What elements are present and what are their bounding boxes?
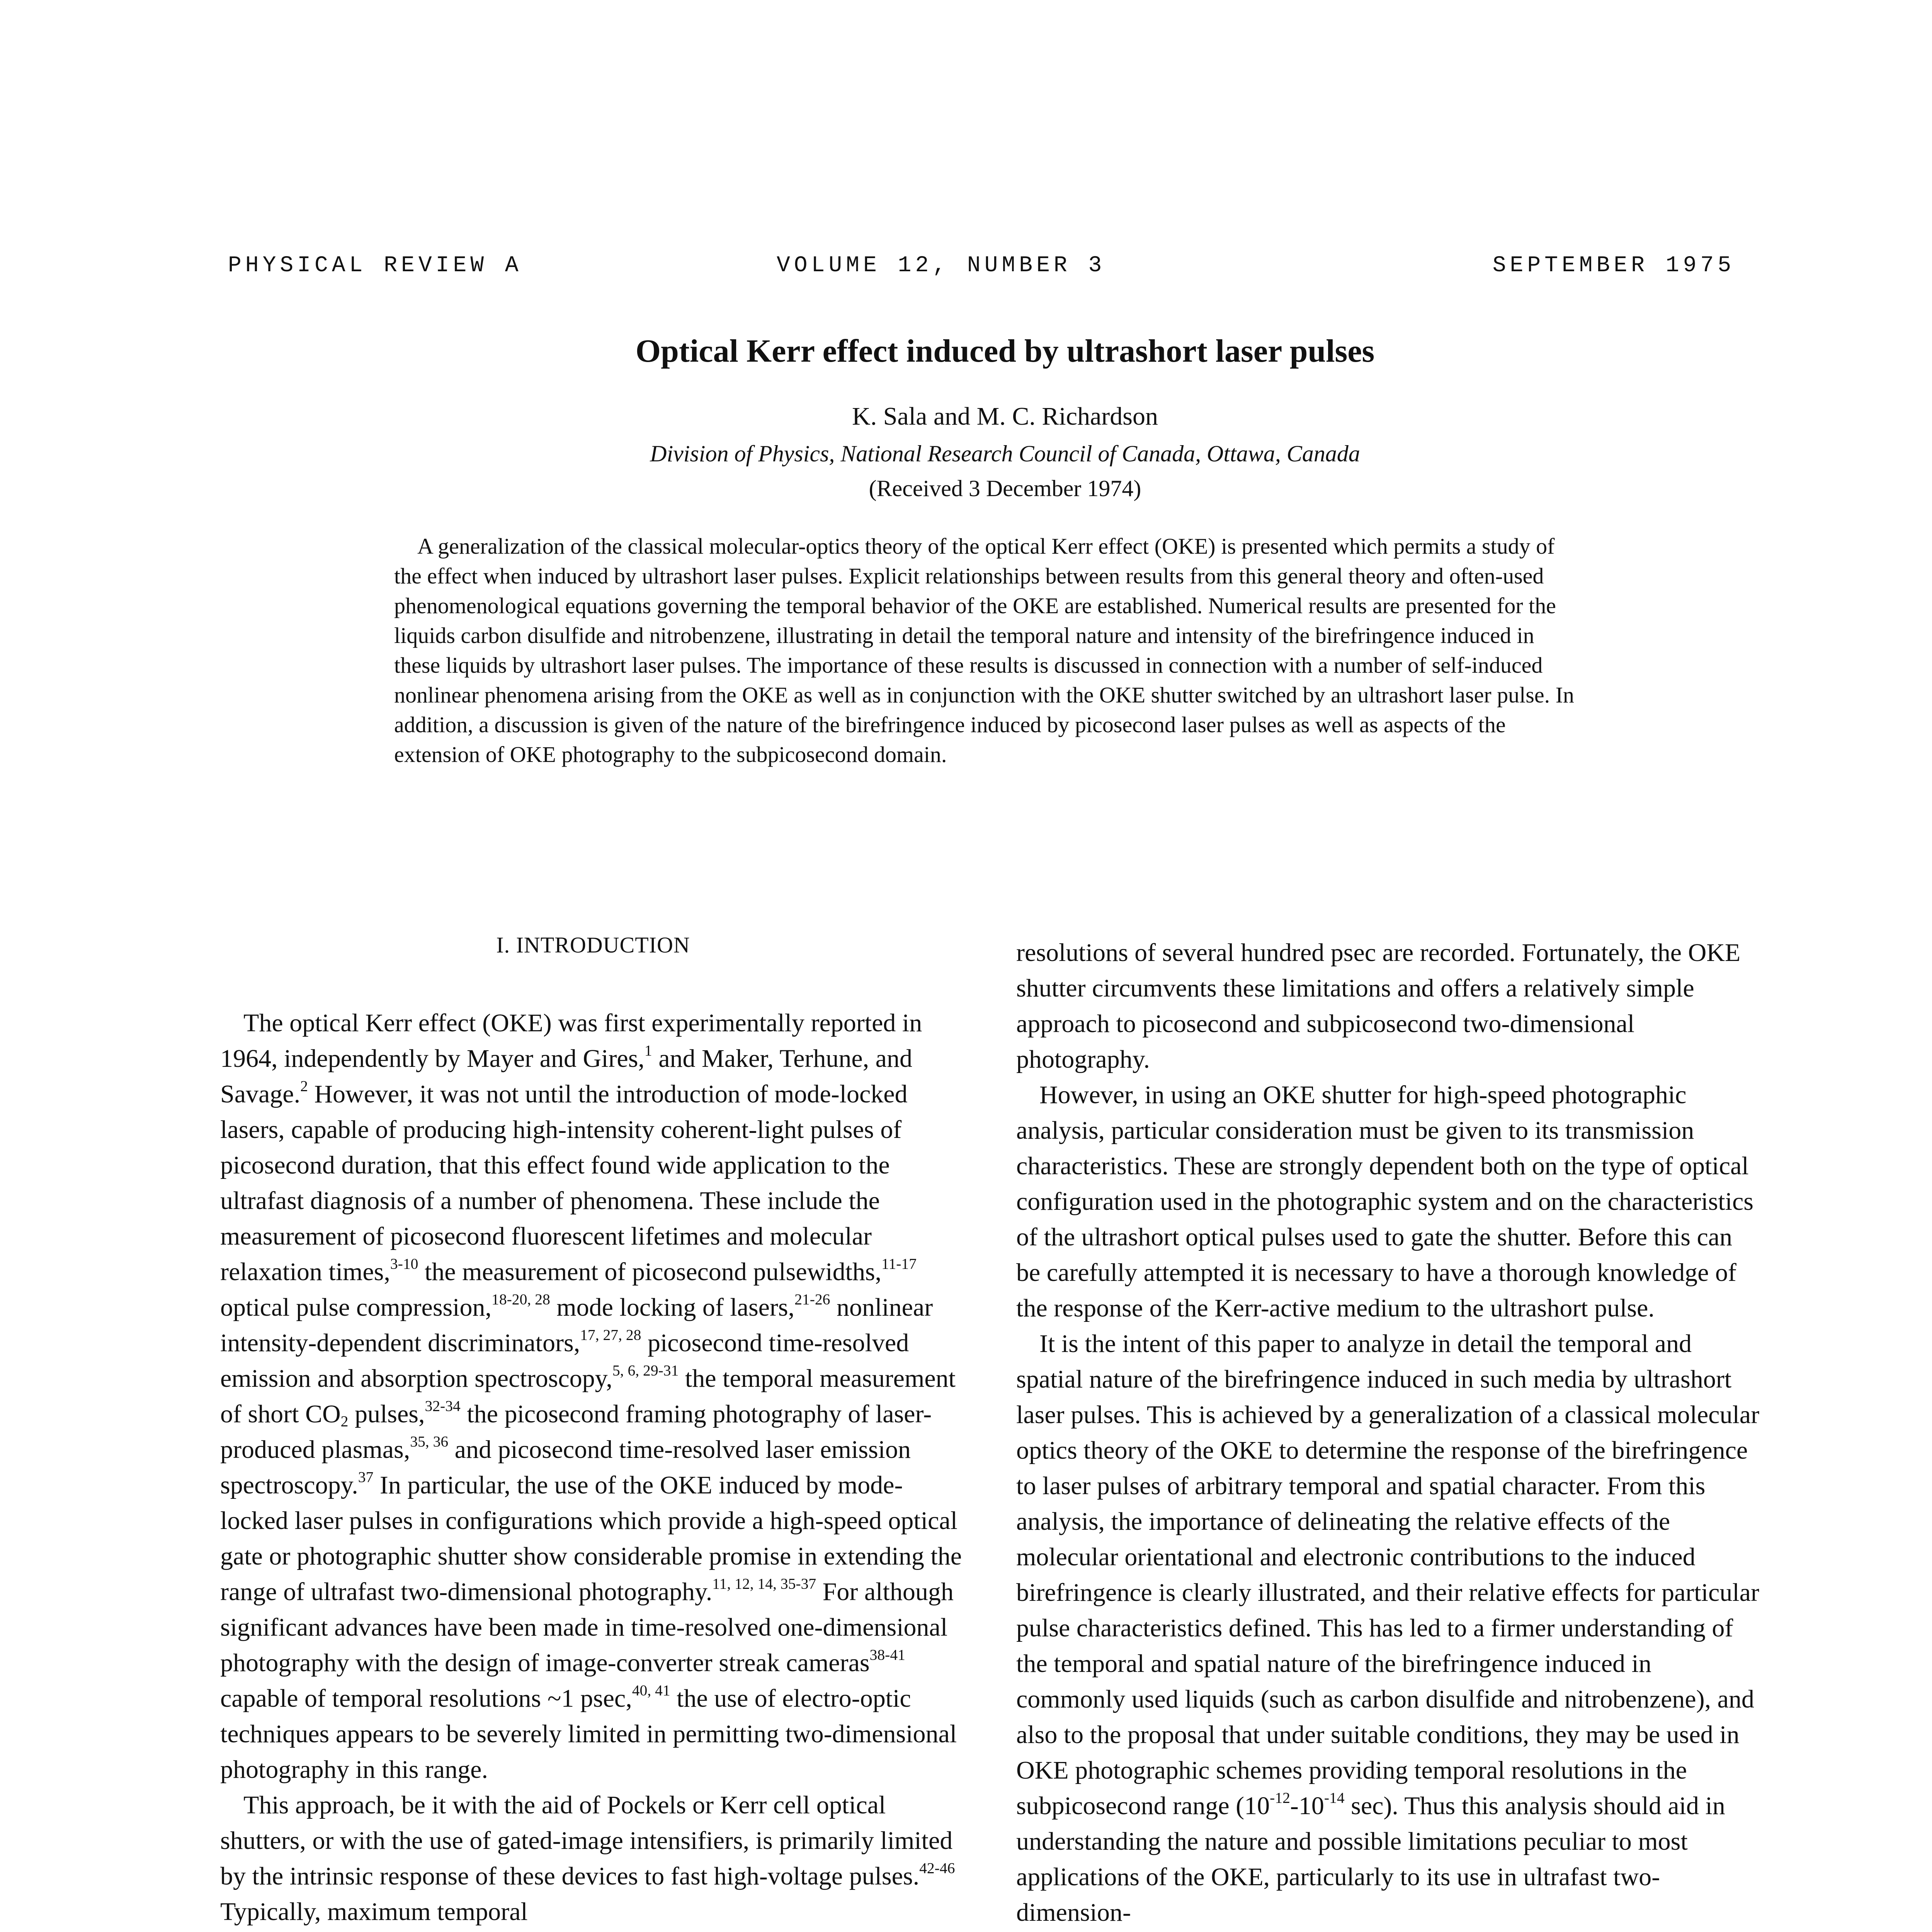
received-date: (Received 3 December 1974)	[869, 476, 1141, 501]
text-run: Typically, maximum temporal	[220, 1898, 528, 1926]
affiliation: Division of Physics, National Research Council of Canada, Ottawa, Canada	[650, 441, 1360, 466]
text-run: It is the intent of this paper to analyze in detail the temporal and spatial nature of the birefringence induced in such media by ultrashort laser pulses. This is achieved by a generalization of a classical molecular optics theory of the OKE to determine the response of the birefringence to laser pulses of arbitrary temporal and spatial character. From this analysis, the importance of delineating the relative effects of the molecular orientational and electronic contributions to the induced birefringence is clearly illustrated, and their relative effects for particular pulse characteristics defined. This has led to a firmer understanding of the temporal and spatial nature of the birefringence induced in commonly used liquids (such as carbon disulfide and nitrobenzene), and also to the proposal that under suitable conditions, they may be used in OKE photographic schemes providing temporal resolutions in the subpicosecond range (10	[1016, 1330, 1760, 1820]
citation-superscript: 11, 12, 14, 35-37	[712, 1575, 816, 1592]
volume-issue: VOLUME 12, NUMBER 3	[777, 253, 1106, 278]
section-heading: I. INTRODUCTION	[496, 932, 690, 957]
text-run: For although significant advances have been made in time-resolved one-dimensional photography with the design of image-converter streak cameras	[220, 1578, 954, 1677]
journal-name: PHYSICAL REVIEW A	[228, 253, 522, 278]
text-run: In particular, the use of the OKE induced by mode-locked laser pulses in configurations which provide a high-speed optical gate or photographic shutter show considerable promise in extending the range of ultrafast two-dimensional photography.	[220, 1471, 962, 1606]
authors: K. Sala and M. C. Richardson	[852, 402, 1158, 430]
citation-superscript: 1	[644, 1042, 652, 1059]
text-run: This approach, be it with the aid of Pockels or Kerr cell optical shutters, or with the use of gated-image intensifiers, is primarily limited by the intrinsic response of these devices to fast high-voltage pulses.	[220, 1791, 953, 1890]
abstract	[394, 531, 1577, 769]
text-run: the measurement of picosecond pulsewidths,	[418, 1258, 882, 1286]
text-run: the picosecond framing photography of laser-produced plasmas,	[220, 1400, 932, 1464]
text-run: resolutions of several hundred psec are recorded. Fortunately, the OKE shutter circumvents these limitations and offers a relatively simple approach to picosecond and subpicosecond two-dimensional photography.	[1016, 939, 1741, 1073]
citation-superscript: 18-20, 28	[492, 1291, 550, 1308]
citation-superscript: 42-46	[919, 1859, 955, 1877]
text-run: nonlinear intensity-dependent discriminators,	[220, 1293, 933, 1357]
paragraph-3: However, in using an OKE shutter for high-speed photographic analysis, particular consideration must be given to its transmission characteristics. These are strongly dependent both on the type of optical configuration used in the photographic system and on the characteristics of the ultrashort optical pulses used to gate the shutter. Before this can be carefully attempted it is necessary to have a thorough knowledge of the response of the Kerr-active medium to the ultrashort pulse.	[1016, 1081, 1753, 1322]
citation-superscript: 2	[300, 1077, 308, 1095]
paragraph-4	[1016, 1326, 1762, 1930]
citation-superscript: 38-41	[869, 1646, 905, 1663]
text-run: -10	[1290, 1792, 1324, 1820]
citation-superscript: 3-10	[390, 1255, 418, 1272]
paper-title: Optical Kerr effect induced by ultrashort laser pulses	[635, 333, 1375, 369]
issue-date: SEPTEMBER 1975	[1492, 253, 1735, 278]
text-run: capable of temporal resolutions ~1 psec,	[220, 1684, 632, 1713]
subscript: 2	[340, 1412, 349, 1430]
text-run: pulses,	[348, 1400, 425, 1428]
citation-superscript: 37	[358, 1468, 374, 1486]
paragraph-2a	[220, 1787, 966, 1930]
column-right	[1016, 935, 1762, 1930]
citation-superscript: 17, 27, 28	[580, 1326, 641, 1344]
paragraph-2b	[1016, 935, 1762, 1077]
text-run: the temporal measurement of short CO	[220, 1364, 956, 1428]
text-run: However, it was not until the introduction of mode-locked lasers, capable of producing high-intensity coherent-light pulses of picosecond duration, that this effect found wide application to the ultrafast diagnosis of a number of phenomena. These include the measurement of picosecond fluorescent lifetimes and molecular relaxation times,	[220, 1080, 908, 1286]
text-run: the use of electro-optic techniques appears to be severely limited in permitting two-dimensional photography in this range.	[220, 1684, 957, 1784]
citation-superscript: 40, 41	[632, 1682, 670, 1699]
citation-superscript: 35, 36	[410, 1433, 449, 1450]
citation-superscript: -12	[1270, 1789, 1290, 1806]
running-head	[228, 253, 1735, 284]
text-run: The optical Kerr effect (OKE) was first experimentally reported in 1964, independently by Mayer and Gires,	[220, 1009, 922, 1073]
text-run: sec). Thus this analysis should aid in understanding the nature and possible limitations peculiar to most applications of the OKE, particularly to its use in ultrafast two-dimension-	[1016, 1792, 1725, 1927]
citation-superscript: 21-26	[794, 1291, 830, 1308]
column-left	[220, 927, 966, 1930]
text-run: and Maker, Terhune, and Savage.	[220, 1044, 912, 1108]
abstract-text: A generalization of the classical molecular-optics theory of the optical Kerr effect (OKE) is presented which permits a study of the effect when induced by ultrashort laser pulses. Explicit relationships between results from this general theory and often-used phenomenological equations governing the temporal behavior of the OKE are established. Numerical results are presented for the liquids carbon disulfide and nitrobenzene, illustrating in detail the temporal nature and intensity of the birefringence induced in these liquids by ultrashort laser pulses. The importance of these results is discussed in connection with a number of self-induced nonlinear phenomena arising from the OKE as well as in conjunction with the OKE shutter switched by an ultrashort laser pulse. In addition, a discussion is given of the nature of the birefringence induced by picosecond laser pulses as well as aspects of the extension of OKE photography to the subpicosecond domain.	[394, 534, 1574, 767]
text-run: optical pulse compression,	[220, 1293, 492, 1321]
citation-superscript: 5, 6, 29-31	[612, 1362, 679, 1379]
paragraph-1	[220, 1005, 966, 1787]
citation-superscript: 32-34	[425, 1397, 461, 1415]
text-run: mode locking of lasers,	[550, 1293, 795, 1321]
text-run: picosecond time-resolved emission and absorption spectroscopy,	[220, 1329, 909, 1393]
citation-superscript: 11-17	[881, 1255, 917, 1272]
citation-superscript: -14	[1324, 1789, 1345, 1806]
text-run: and picosecond time-resolved laser emission spectroscopy.	[220, 1435, 911, 1499]
